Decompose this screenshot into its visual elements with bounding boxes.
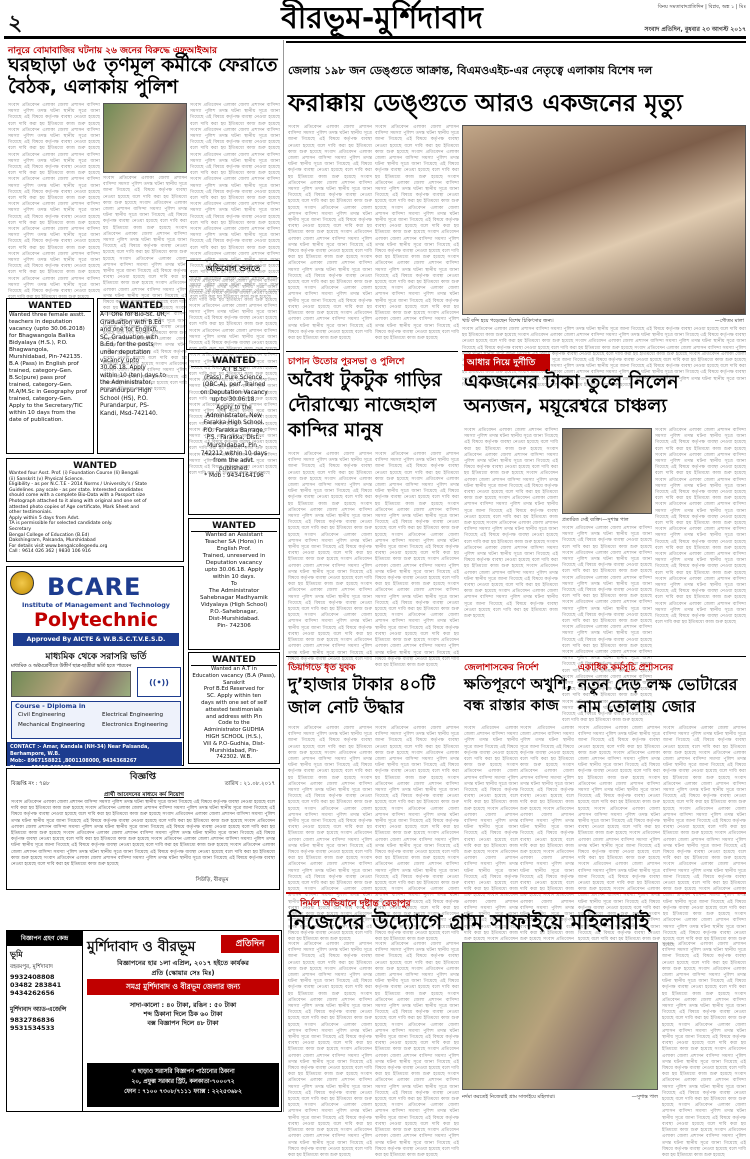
date-line: সংবাদ প্রতিদিন, বুধবার ২৩ আগস্ট ২০১৭	[644, 26, 746, 33]
bcare-logo-badge	[10, 571, 34, 595]
photo-caption-village: নর্দমা করতেই নিজেরাই গ্রাম সাফাইয়ে মহিলারা।	[462, 1094, 556, 1100]
wanted-ad-3	[188, 353, 280, 515]
headline-voters: নতুন দেড় লক্ষ ভোটারের নাম তোলায় জোর	[578, 675, 738, 716]
headline-fraud: একজনের টাকা তুলে নিলেন অন্যজন, ময়ূরেশ্বরে চাঞ্চল্য	[464, 371, 679, 417]
promo-subline: বিজ্ঞাপনের হার ১লা এপ্রিল, ২০১৭ হইতে কার্যকর	[117, 959, 249, 967]
bcare-course-3: Electronics Engineering	[102, 722, 168, 728]
article-body-dengue-2	[375, 125, 459, 325]
article-body-tuktuk-2	[375, 452, 459, 652]
notice-memo: বিজ্ঞপ্তি নং : ৭৪৮	[11, 781, 50, 787]
kicker-notes: ডিয়াগড়ে ধৃত যুবক	[288, 663, 356, 673]
article-body-nanur-1	[8, 103, 100, 255]
village-rule	[286, 892, 746, 894]
promo-left-header: বিজ্ঞাপন গ্রহণ কেন্দ্র	[7, 931, 82, 946]
wanted-ad-1-title: WANTED	[9, 301, 91, 312]
tuktuk-rule	[286, 351, 458, 352]
kicker-tuktuk: চাপান উতোর পুরসভা ও পুলিশে	[288, 357, 405, 367]
kicker-village: নির্মল অভিযানে দৃষ্টান্ত রেড়াপুর	[300, 899, 411, 909]
complaint-box	[186, 260, 280, 350]
article-body-voters-1	[578, 726, 660, 886]
complaint-box-body	[189, 279, 277, 355]
bcare-facility-line: মাধ্যমিক ও অষ্টমশ্রেণীতে উত্তীর্ণ ছাত্র-ছাত্রীরা ভর্তি হতে পারবেন	[11, 664, 132, 669]
main-top-rule	[286, 41, 746, 43]
article-body-road-1	[464, 726, 518, 886]
article-body-tuktuk-1	[288, 452, 372, 652]
kicker-fraud: আধার নিয়ে দুর্নীতি	[464, 354, 550, 371]
wanted-ad-4-body: Wanted an Assistant Teacher SA (Hons) in English Prof. Trained, unreserved in Deputation vacancy upto 30.06.18. Apply within 10 days. To The Administrator Sahebnagar Madhyamik Vidyalaya (High School) P.O.-Sahebnagar, Dist-Murshidabad. Pin- 742306	[200, 532, 268, 629]
photo-caption-dengue: খাট বন্দি হয়ে পড়েছেন বিশেষ চিকিৎসার জন্য।	[462, 318, 554, 324]
headline-tuktuk: অবৈধ টুকটুক গাড়ির দৌরাত্ম্যে নাজেহাল কান্দির মানুষ	[288, 369, 442, 441]
promo-phone-4: 9531534533	[10, 1024, 55, 1032]
photo-dengue	[462, 125, 746, 315]
headline-nanur: ঘরছাড়া ৬৫ তৃণমূল কর্মীকে ফেরাতে বৈঠক, এলাকায় পুলিশ	[8, 54, 278, 98]
promo-place-2: মুর্শিদাবাদ অ্যাড-এজেন্সি	[10, 1007, 67, 1013]
bcare-contact: CONTACT :- Amar, Kandala (NH-34) Near Palsanda, Berhampore, W.B. Mob:- 8967158821 ,8001108000, 9434368267 Phone:-03482-262267	[7, 742, 182, 766]
notes-rule	[286, 656, 746, 657]
article-body-voters-2	[663, 726, 746, 886]
article-body-village-3	[662, 942, 746, 1110]
column-divider	[283, 40, 284, 1112]
promo-coverage: সমগ্র মুর্শিদাবাদ ও বীরভূম জেলার জন্য	[87, 979, 279, 995]
college-ad-title: WANTED	[73, 461, 117, 471]
college-ad-body: Wanted four Asst. Prof. (i) Foundation Course (Ii) Bengali (ii) Sanskrit (v) Physical Science. Eligibility - as per N.C.T.E - 2014 Norms / University's / State Guidelines. pay scale - as per state. Interested candidates should come with a complete Bio-Data with a Passport size Photograph attached to it along with original and one set of attested photo copies of Age certificate, Mark Sheet and other testimonials. Apply within 5 days from Advt. TA is permissible for selected candidate only. Secretary Bengal College of Education (B.Ed) Dakshingram, Palsanda, Murshidabad For details visit www.bengalcollegeedu.org Call : 9614 026 362 | 9830 106 916	[9, 471, 148, 555]
photo-credit-village: —সুশান্ত পাল	[631, 1094, 658, 1100]
bcare-brand: BCARE	[47, 573, 142, 601]
notice-title: বিজ্ঞপ্তি	[129, 772, 157, 782]
wanted-ad-2-title: WANTED	[100, 301, 182, 312]
bcare-course-0: Civil Engineering	[18, 712, 66, 718]
article-body-village-2	[375, 942, 459, 1110]
kicker-road: জেলাশাসকের নির্দেশ	[464, 663, 539, 673]
bcare-course-box	[11, 701, 181, 739]
notice-date: তারিখ : ২১.০৮.২০১৭	[224, 781, 275, 787]
bcare-course-1: Electrical Engineering	[102, 712, 164, 718]
promo-rates: সাদা-কালো : ৪০ টাকা, রঙিন : ৫০ টাকা শব্দ ঠিকানা দিলে ঠিক ৬০ টাকা বক্স বিজ্ঞাপন দিলে ৪৮ টাকা	[129, 1001, 237, 1027]
wanted-ad-5-title: WANTED	[191, 655, 277, 666]
wanted-ad-5-body: Wanted an A.T in Education vacancy (B.A (Pass), Sanskrit Prof B.Ed Reserved for SC. Apply within ten days with one set of self attested testimonials and address with Pin Code to the Administrator GUDHIA HIGH SCHOOL (H.S.), Vill & P.O-Gudhia, Dist- Murshidabad, Pin- 742302. W.B.	[192, 666, 276, 761]
bcare-course-title: Course - Diploma in	[15, 702, 86, 710]
bcare-polytechnic: Polytechnic	[34, 609, 158, 631]
bcare-bengali-line: মাধ্যমিক থেকে সরাসরি ভর্তি	[45, 652, 147, 662]
kicker-voters: একাধিক কর্মসূচি প্রশাসনের	[578, 663, 674, 673]
promo-place-1: বহরমপুর, মুর্শিদাবাদ	[10, 964, 53, 970]
promo-phone-3: 9832786836	[10, 1016, 55, 1024]
wanted-ad-2-body: A T One for Bio-Sc. UR, Graduation with B.Ed and one for English, SC, Graduation with B.Ed, for the posts under deputation vacancy upto 30.06.18. Apply within 10 (ten) days to the Administrator, Purandurpur High School (HS), P.O. Purandarpur, PS- Kandi, Msd-742140.	[100, 312, 167, 417]
promo-phone-1: 03482 283841	[10, 981, 62, 989]
page-title: বীরভূম-মুর্শিদাবাদ	[281, 1, 483, 36]
promo-brand-logo: প্রতিদিন	[221, 935, 279, 953]
wanted-ad-3-title: WANTED	[191, 356, 277, 367]
notice-signer: সিউড়ি, বীরভূম	[195, 877, 229, 883]
article-body-notes-1	[288, 726, 372, 886]
wanted-ad-3-body: A.T B.Sc (Pass), Pure Science, (OBC-A), perf. Trained on Deputation Vacancy up to 30.06.18. Apply to the Administrator, New Farakka High School, P.O. Farakka Barrage, P.S.: Farakka, Dist.: Murshidabad, Pin - 742212 within 10 days from the advt. published. * Mob : 9434164196	[200, 367, 268, 480]
page-number: ২	[8, 11, 23, 36]
photo-caption-fraud: প্রতারিত সেই ব্যক্তি।—সুশান্ত পাল	[562, 517, 629, 523]
article-body-notes-2	[375, 726, 459, 886]
promo-left-column	[7, 931, 83, 1111]
edition-line: বিনয় সমতাবাদপ্রতিদিন | বিপ্লব, অঙ্ক ১ | মিঃ	[657, 4, 746, 10]
photo-credit-dengue: —গৌতম মালা	[714, 318, 744, 324]
article-body-fraud-1	[464, 428, 558, 652]
kicker-dengue: জেলায় ১৯৮ জন ডেঙ্গুতে আক্রান্ত, বিএমওএইচ-এর নেতৃত্বে এলাকায় বিশেষ দল	[288, 64, 653, 77]
article-body-road-2	[520, 726, 574, 886]
promo-title: মুর্শিদাবাদ ও বীরভূম	[87, 939, 196, 955]
bcare-course-2: Mechanical Engineering	[18, 722, 85, 728]
article-body-nanur-2	[103, 176, 187, 308]
bcare-approval: Approved By AICTE & W.B.S.C.T.V.E.S.D.	[13, 633, 179, 646]
article-body-dengue-1	[288, 125, 372, 325]
wifi-icon: ((•))	[137, 667, 181, 697]
wanted-ad-1	[6, 298, 94, 454]
fraud-rule	[462, 351, 746, 352]
headline-dengue: ফরাক্কায় ডেঙ্গুতে আরও একজনের মৃত্যু	[288, 89, 683, 117]
bcare-tagline: Institute of Management and Technology	[22, 601, 170, 609]
article-body-dengue-3	[462, 327, 746, 347]
kicker-nanur: নানুরে বোমাবাজির ঘটনায় ২৬ জনের বিরুদ্ধে এফআইআর	[8, 46, 217, 56]
promo-phone-2: 9434262656	[10, 989, 55, 997]
promo-rate-note: প্রতি (স্কোয়ার সেঃ মিঃ)	[151, 969, 215, 977]
article-body-fraud-3	[655, 428, 746, 652]
complaint-box-title: অভিযোগ শুনতে	[189, 263, 277, 277]
article-body-village-1	[288, 942, 372, 1110]
college-wanted-ad	[6, 458, 184, 562]
wanted-ad-1-body: Wanted three female asstt. teachers in deputation vacancy (upto 30.06.2018) for Bhagwangola Balika Bidyalaya (H.S.), P.O. Bhagwangola, Murshidabad, Pin-742135. B.A (Pass) in English prof trained, category-Gen. B.Sc(pure) pass prof trained, category-Gen. M.A/M.Sc in Geography prof trained, category-Gen. Apply to the Secretary/TIC within 10 days from the date of publication.	[9, 312, 87, 423]
wanted-ad-5	[188, 652, 280, 764]
headline-road: ক্ষতিপূরণে অখুশি, বন্ধ রাস্তার কাজ	[464, 675, 573, 714]
promo-place-0: ভূমি	[10, 950, 23, 959]
photo-nanur	[103, 103, 187, 173]
bcare-ad	[6, 566, 184, 771]
wanted-ad-2	[97, 298, 185, 454]
notice-box	[6, 768, 280, 890]
bcare-campus-photo	[11, 671, 131, 697]
promo-footer: এ ছাড়াও সরাসরি বিজ্ঞাপন পাঠানোর ঠিকানা ২০, প্রফুল্ল সরকার স্ট্রিট, কলকাতা-৭০০০৭২ ফোন : ৭১০০ ৭৩০৮/৭১১১ ফ্যাক্স : ২২২৫৩৬৮২	[87, 1063, 279, 1107]
wanted-ad-4	[188, 518, 280, 650]
article-body-fraud-2	[562, 526, 652, 652]
promo-ad	[6, 930, 282, 1112]
headline-village: নিজেদের উদ্যোগে গ্রাম সাফাইয়ে মহিলারাই	[288, 910, 650, 934]
headline-notes: দু’হাজার টাকার ৪০টি জাল নোট উদ্ধার	[288, 675, 436, 718]
photo-fraud	[562, 428, 652, 514]
promo-phone-0: 9932408808	[10, 973, 55, 981]
wanted-ad-4-title: WANTED	[191, 521, 277, 532]
masthead-rule	[4, 36, 746, 39]
notice-body	[11, 800, 275, 872]
photo-village	[462, 942, 658, 1090]
notice-subject: প্রার্থী আবেদনের মাধ্যমে কর্ম নিয়োগ	[104, 792, 184, 798]
